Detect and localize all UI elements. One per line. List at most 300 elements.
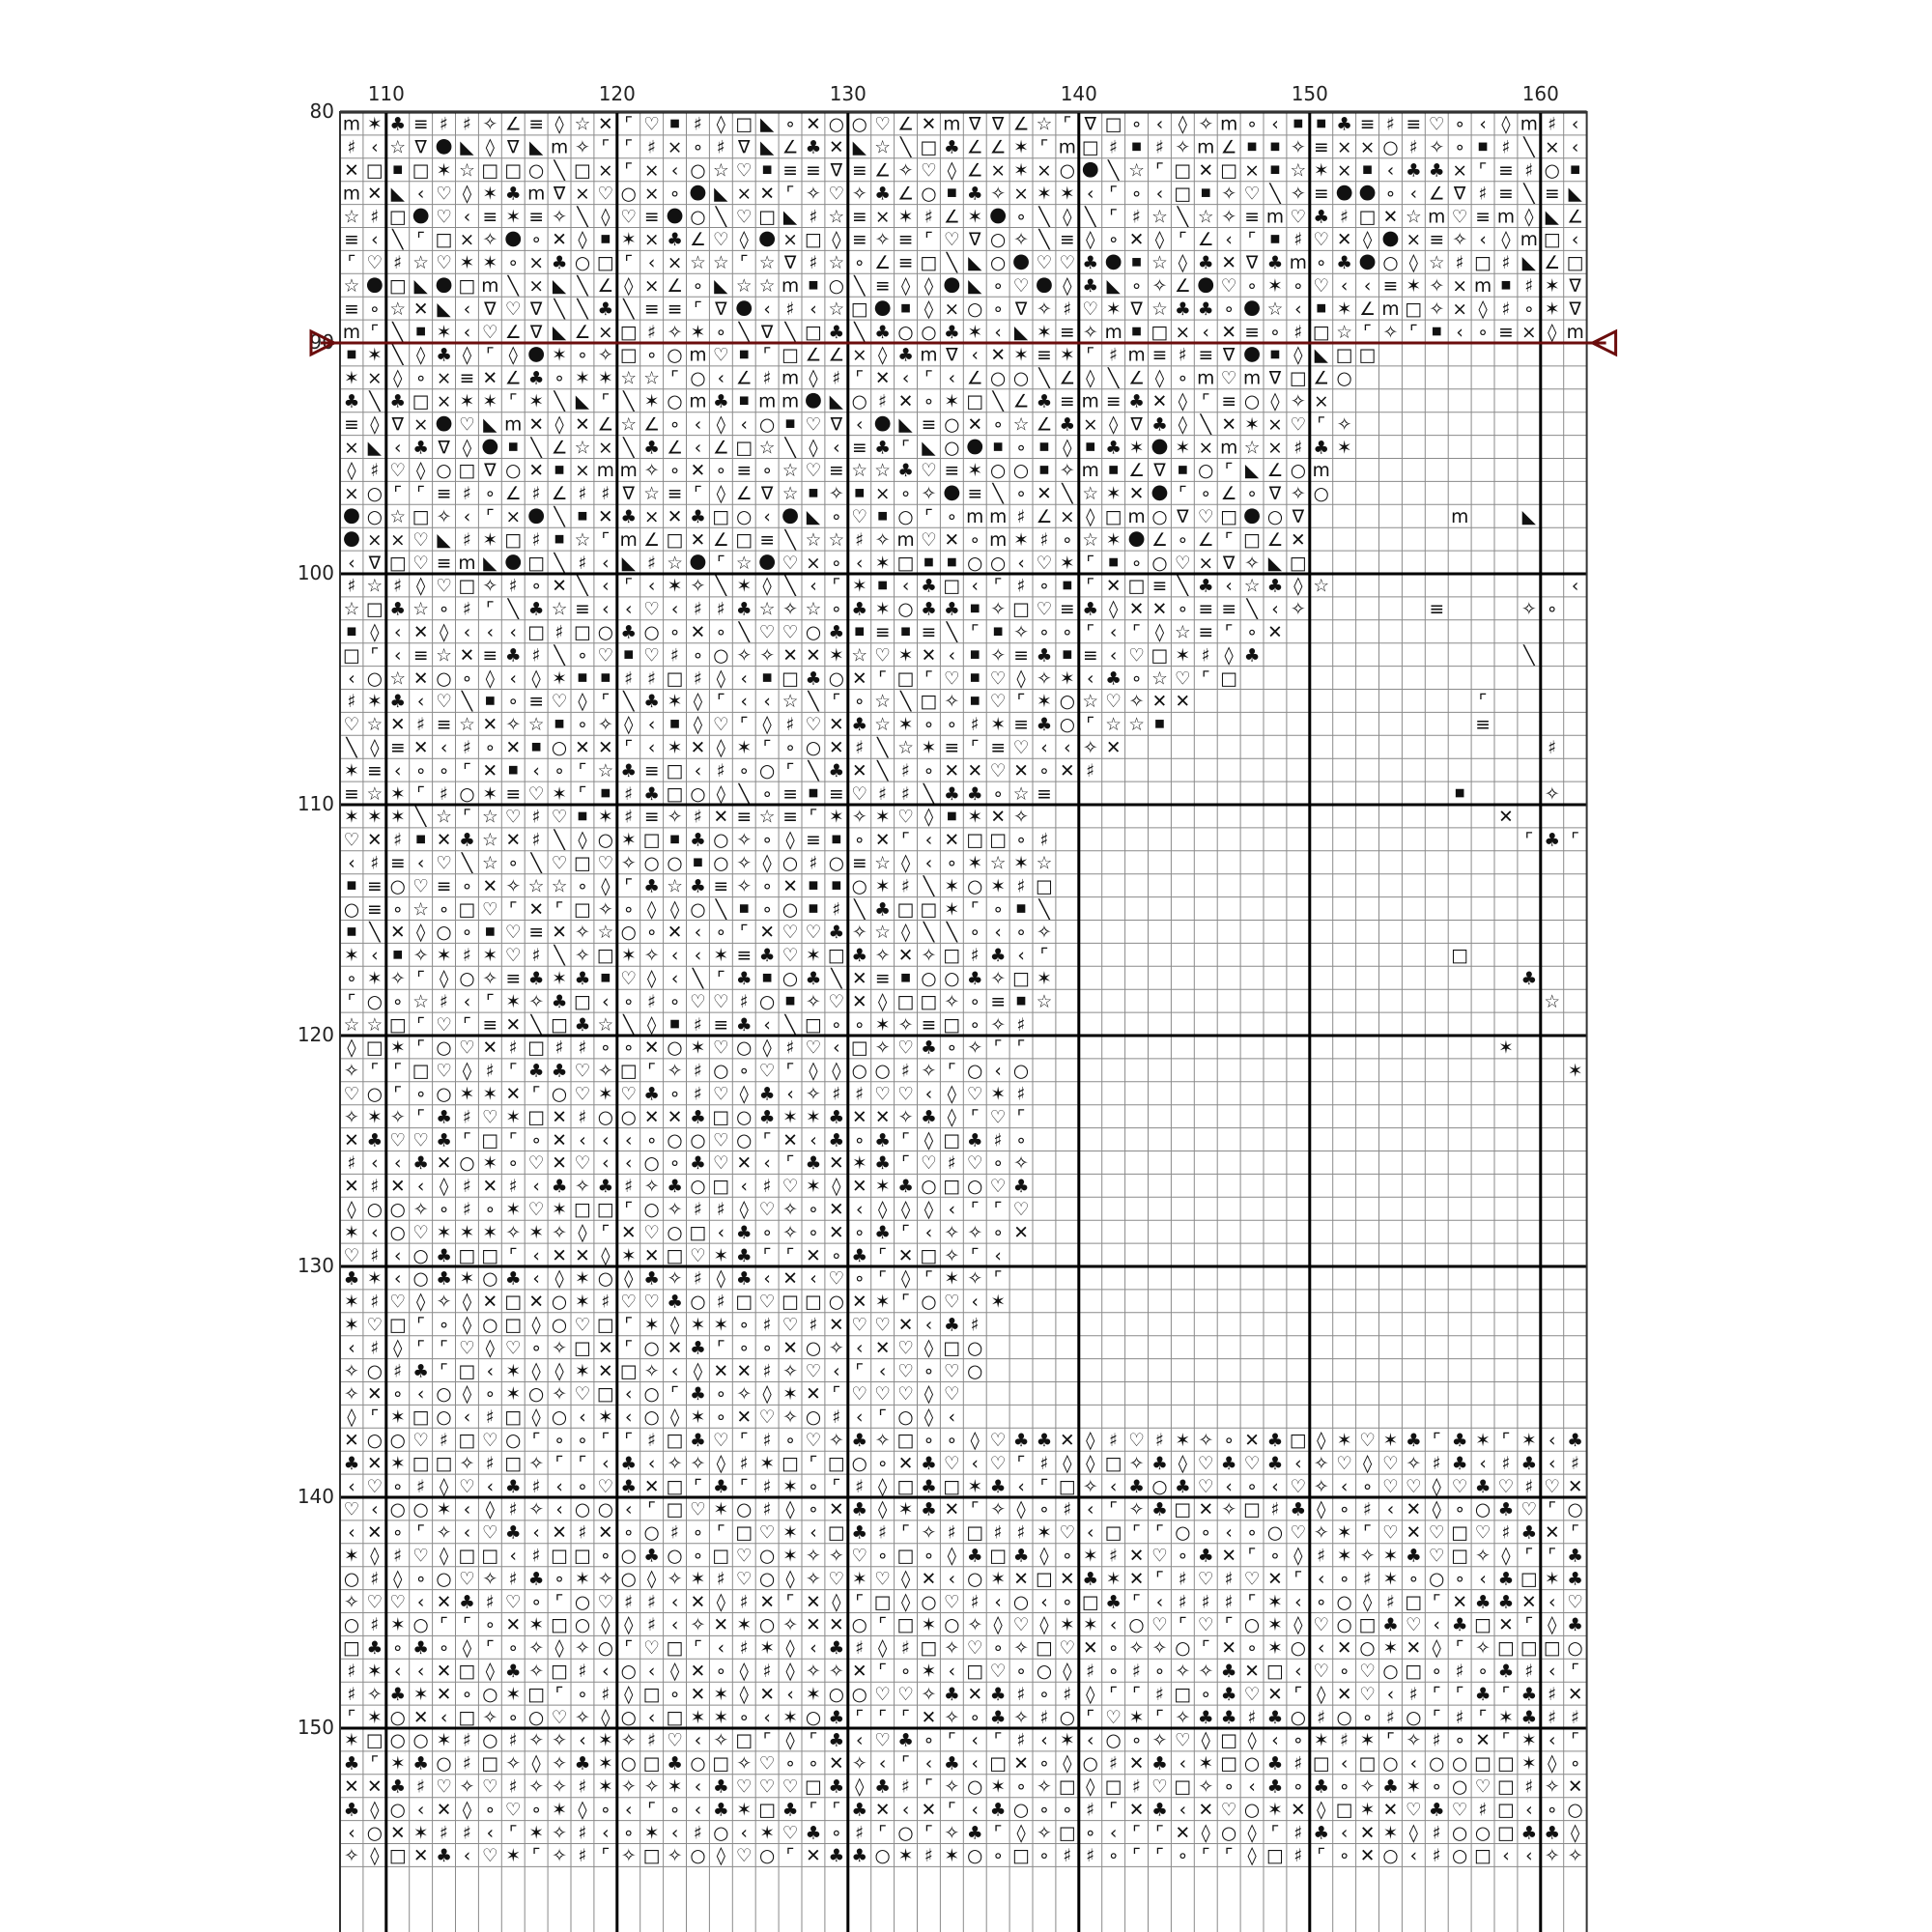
stitch-symbol: ∘ [1015,484,1027,504]
stitch-symbol: ♣ [828,622,844,642]
stitch-symbol: ✕ [644,1477,660,1497]
stitch-symbol: ♯ [1548,1685,1556,1705]
stitch-symbol: ♣ [967,1546,983,1566]
stitch-symbol: ∘ [831,507,842,527]
stitch-symbol [1317,120,1325,128]
stitch-symbol: ✶ [1406,1776,1422,1797]
stitch-symbol: ∇ [830,160,843,181]
stitch-symbol: ♡ [759,1776,776,1797]
stitch-symbol: m [551,138,568,158]
stitch-symbol: ⌜ [1433,1708,1441,1728]
stitch-symbol: ♡ [990,692,1007,712]
stitch-symbol: ○ [990,369,1006,389]
stitch-symbol: ◊ [440,622,449,642]
stitch-symbol: ≡ [367,899,383,920]
stitch-symbol: ♣ [389,692,406,712]
stitch-symbol: ‹ [602,1130,609,1151]
stitch-symbol: □ [1474,253,1492,273]
stitch-symbol: ‹ [856,554,863,574]
stitch-symbol: ✕ [1221,323,1236,343]
stitch-symbol: ⌜ [948,1062,956,1082]
stitch-symbol: □ [921,899,938,920]
stitch-symbol: ⌜ [416,1338,425,1358]
stitch-symbol: ♣ [990,1477,1007,1497]
stitch-symbol: ◊ [740,230,750,250]
stitch-symbol: ∘ [992,899,1004,920]
stitch-symbol: □ [412,1454,430,1474]
stitch-symbol: ♯ [509,1569,518,1589]
stitch-symbol: ♣ [1313,207,1329,227]
stitch-symbol: ♯ [578,1038,586,1059]
stitch-symbol: ♡ [1406,1615,1422,1635]
stitch-symbol: ○ [505,1431,521,1451]
stitch-symbol: ○ [1382,1662,1398,1682]
stitch-symbol: m [1197,369,1214,389]
stitch-symbol: ⌜ [1017,1038,1026,1059]
stitch-symbol [1202,188,1210,197]
stitch-symbol: ✧ [1406,1454,1422,1474]
stitch-symbol: ∘ [1362,1708,1374,1728]
stitch-symbol: ◊ [370,622,380,642]
stitch-symbol: ✶ [344,1546,359,1566]
stitch-symbol: ╲ [553,158,566,181]
stitch-symbol: ♡ [1059,1638,1075,1659]
stitch-symbol: ♯ [1363,1500,1372,1520]
stitch-symbol: □ [1544,1638,1561,1659]
stitch-symbol: ∘ [462,923,473,943]
stitch-symbol: m [1474,276,1492,297]
stitch-symbol: ○ [621,1546,637,1566]
stitch-symbol: ‹ [602,1454,609,1474]
stitch-symbol: ✕ [1083,1638,1098,1659]
stitch-symbol: ∘ [669,992,681,1012]
stitch-symbol: ◊ [578,831,587,851]
stitch-symbol: ♡ [713,346,729,366]
stitch-symbol: ✶ [967,207,982,227]
stitch-symbol [763,165,772,174]
stitch-symbol: ○ [1452,1846,1467,1866]
stitch-symbol: ♯ [924,207,933,227]
stitch-symbol: ♡ [782,554,799,574]
stitch-symbol: ✧ [1198,1776,1213,1797]
stitch-symbol: ♡ [1221,1800,1237,1820]
stitch-symbol: ‹ [464,207,470,227]
stitch-symbol: ○ [1452,1776,1467,1797]
stitch-symbol: ◣ [968,276,982,297]
stitch-symbol: ♡ [1151,1776,1168,1797]
stitch-symbol: ✶ [967,808,982,828]
stitch-symbol: ✧ [483,577,498,597]
stitch-symbol: □ [828,1523,845,1544]
stitch-symbol: ♯ [578,1846,586,1866]
stitch-symbol: ✧ [945,692,960,712]
stitch-symbol [509,766,518,775]
stitch-symbol: ♡ [1221,369,1237,389]
stitch-symbol: ⌜ [832,1800,840,1820]
stitch-symbol: ⌜ [1225,622,1234,642]
stitch-symbol: ✶ [1060,1731,1075,1751]
stitch-symbol: ⌜ [1571,1523,1579,1544]
stitch-symbol: ✕ [1129,230,1145,250]
stitch-symbol: ♣ [1175,1477,1191,1497]
stitch-symbol: ‹ [1179,1754,1186,1775]
stitch-symbol: ♯ [463,484,471,504]
stitch-symbol: ∠ [597,276,613,297]
stitch-symbol: ✕ [552,1153,567,1174]
stitch-symbol: ‹ [464,1500,470,1520]
stitch-symbol [344,531,359,547]
stitch-symbol: ♣ [990,1708,1007,1728]
stitch-symbol: ≡ [437,554,452,574]
stitch-symbol: ♡ [897,808,914,828]
stitch-symbol: ✶ [898,1500,914,1520]
stitch-symbol: ☆ [1037,992,1053,1012]
stitch-symbol: ‹ [371,1500,378,1520]
stitch-symbol: ○ [690,1130,705,1151]
stitch-symbol: ♯ [694,1269,702,1290]
stitch-symbol: ○ [759,1569,775,1589]
stitch-symbol: ╲ [715,205,728,227]
stitch-symbol: ✕ [806,1384,821,1405]
stitch-symbol: ☆ [1013,784,1030,805]
stitch-symbol: ○ [390,1200,406,1220]
stitch-symbol: ⌜ [924,1823,933,1843]
stitch-symbol: ✕ [714,808,729,828]
stitch-symbol: □ [989,1754,1007,1775]
stitch-symbol: ◣ [553,323,567,343]
stitch-symbol: ♡ [736,1546,753,1566]
stitch-symbol [668,209,683,224]
stitch-symbol: ♣ [505,184,522,204]
stitch-symbol: ○ [667,853,682,873]
stitch-symbol: ⌜ [1433,1592,1441,1612]
stitch-symbol: ☆ [436,645,452,666]
stitch-symbol: ∘ [1015,438,1027,458]
stitch-symbol: ◊ [578,1223,587,1243]
stitch-symbol: ∠ [1429,184,1445,204]
stitch-symbol: ✶ [437,323,452,343]
stitch-symbol: ‹ [1064,738,1070,758]
stitch-symbol: m [1266,207,1284,227]
stitch-symbol: ∇ [783,253,797,273]
stitch-symbol: □ [1151,323,1169,343]
stitch-symbol: ⌜ [624,160,633,181]
stitch-symbol: ♣ [736,1223,753,1243]
stitch-symbol: ✧ [782,1200,798,1220]
stitch-symbol: ♯ [855,1084,864,1104]
stitch-symbol: ○ [552,1084,567,1104]
stitch-symbol: ⌜ [624,738,633,758]
stitch-symbol: ✶ [1083,1546,1098,1566]
stitch-symbol: ○ [436,461,451,481]
stitch-symbol: ○ [990,253,1006,273]
stitch-symbol: ♯ [370,207,379,227]
stitch-symbol: ♡ [990,1431,1007,1451]
stitch-symbol: ⌜ [1271,1823,1280,1843]
stitch-symbol: ✶ [1521,1754,1537,1775]
stitch-symbol: ♡ [389,1130,406,1151]
stitch-symbol: ♣ [1082,276,1098,297]
stitch-symbol: □ [597,1200,614,1220]
stitch-symbol: ╲ [876,759,890,781]
stitch-symbol: m [781,276,799,297]
stitch-symbol: ♣ [1520,969,1537,989]
stitch-symbol: ♣ [713,1477,729,1497]
stitch-symbol: ‹ [464,1407,470,1428]
stitch-symbol: ✕ [1106,577,1122,597]
stitch-symbol: ♡ [620,207,637,227]
stitch-symbol: ☆ [828,530,844,551]
stitch-symbol: ✧ [460,1776,475,1797]
stitch-symbol: ✕ [460,645,475,666]
stitch-symbol: ⨯ [344,438,359,458]
stitch-symbol: ◊ [624,1615,634,1635]
stitch-symbol: ♯ [647,138,656,158]
stitch-symbol: ⌜ [601,138,610,158]
stitch-symbol: ◊ [509,346,519,366]
stitch-symbol: ✶ [945,1846,960,1866]
stitch-symbol: ◊ [1270,391,1280,412]
stitch-symbol: ♯ [370,1177,379,1197]
stitch-symbol: ○ [1337,1592,1352,1612]
stitch-symbol: ♣ [690,876,706,896]
stitch-symbol: ⌜ [624,577,633,597]
stitch-symbol: ✧ [575,923,590,943]
stitch-symbol: ♣ [1267,1708,1284,1728]
stitch-symbol: ✧ [1037,1776,1052,1797]
stitch-symbol: ✶ [1337,299,1352,320]
stitch-symbol: ✧ [483,1569,498,1589]
stitch-symbol: ✕ [344,1776,359,1797]
stitch-symbol: ∘ [693,645,704,666]
stitch-symbol: ◊ [717,484,726,504]
stitch-symbol: ♯ [1433,1454,1441,1474]
stitch-symbol [759,232,775,247]
stitch-symbol: □ [921,1246,938,1266]
stitch-symbol: ≡ [875,622,891,642]
stitch-symbol: ✧ [367,1685,383,1705]
stitch-symbol: ○ [852,1685,867,1705]
stitch-symbol: ⌜ [901,1708,910,1728]
stitch-symbol: ♣ [1082,253,1098,273]
stitch-symbol: ☆ [828,253,844,273]
stitch-symbol: ♡ [482,1846,498,1866]
stitch-symbol: ‹ [1225,230,1232,250]
stitch-symbol: ✕ [483,1038,498,1059]
stitch-symbol: ✶ [1383,1431,1399,1451]
stitch-symbol: ○ [598,1269,613,1290]
stitch-symbol: ♯ [694,1823,702,1843]
stitch-symbol: ∘ [1431,1662,1442,1682]
stitch-symbol: ♯ [463,530,471,551]
stitch-symbol: ♯ [1063,1500,1071,1520]
stitch-symbol: ◊ [785,831,795,851]
stitch-symbol: ╲ [1522,136,1536,158]
stitch-symbol: ‹ [1110,645,1117,666]
stitch-symbol: ♡ [643,115,660,135]
stitch-symbol: ✶ [483,530,498,551]
stitch-symbol: ‹ [1040,1731,1047,1751]
stitch-symbol: ✧ [945,1246,960,1266]
stitch-symbol: ♯ [370,1246,379,1266]
stitch-symbol: ✧ [644,946,660,966]
stitch-symbol: ∘ [947,1038,958,1059]
stitch-symbol: ✶ [736,577,752,597]
stitch-symbol: ∘ [738,1062,750,1082]
stitch-symbol: ☆ [1244,438,1261,458]
stitch-symbol: ‹ [949,369,955,389]
stitch-symbol: ♡ [759,1523,776,1544]
stitch-symbol: ✧ [852,1754,867,1775]
stitch-symbol: □ [1012,600,1030,620]
stitch-symbol: ☆ [366,1015,383,1036]
stitch-symbol: ✶ [437,1223,452,1243]
stitch-symbol: ⌜ [1155,1569,1164,1589]
stitch-symbol: ◊ [1039,1546,1049,1566]
stitch-symbol: ♯ [786,299,795,320]
stitch-symbol: ♣ [874,899,891,920]
stitch-symbol: ♯ [440,992,448,1012]
stitch-symbol [1152,485,1168,500]
stitch-symbol: ∘ [808,1200,819,1220]
stitch-symbol: ♯ [901,784,910,805]
stitch-symbol: ∘ [1108,1662,1120,1682]
stitch-symbol: ∘ [761,899,773,920]
stitch-symbol: ✧ [528,1776,544,1797]
stitch-symbol: ♣ [1267,1754,1284,1775]
stitch-symbol: ○ [736,1038,752,1059]
stitch-symbol: □ [459,1662,476,1682]
stitch-symbol: ‹ [1572,577,1578,597]
stitch-symbol: ∘ [1431,1776,1442,1797]
stitch-symbol: ☆ [782,484,799,504]
stitch-symbol: □ [1243,1500,1261,1520]
stitch-symbol: m [1197,138,1214,158]
stitch-symbol: ✶ [990,715,1006,735]
stitch-symbol: ∘ [1108,230,1120,250]
stitch-symbol: ✧ [1383,323,1399,343]
stitch-symbol: ♯ [1017,1523,1026,1544]
stitch-symbol: ○ [413,1731,429,1751]
stitch-symbol: □ [897,899,915,920]
stitch-symbol: ☆ [436,808,452,828]
stitch-symbol: ◊ [1293,346,1303,366]
stitch-symbol: ∘ [1454,1500,1465,1520]
stitch-symbol: ⌜ [348,992,356,1012]
stitch-symbol: ≡ [1475,207,1491,227]
stitch-symbol: ✶ [528,391,544,412]
stitch-symbol: ⌜ [416,484,425,504]
stitch-symbol: ✕ [483,876,498,896]
stitch-symbol: ◊ [463,1062,472,1082]
stitch-symbol: ☆ [1037,115,1053,135]
stitch-symbol: m [1220,438,1237,458]
stitch-symbol: □ [805,230,822,250]
stitch-symbol [555,720,564,728]
stitch-symbol: ╲ [576,298,589,320]
stitch-symbol: ☆ [366,784,383,805]
stitch-symbol: ✕ [598,1523,613,1544]
stitch-symbol: ♯ [578,554,586,574]
stitch-symbol: ○ [1244,1615,1260,1635]
stitch-symbol: ✕ [1291,530,1306,551]
stitch-symbol: ≡ [1106,391,1122,412]
stitch-symbol: ⌜ [924,1776,933,1797]
stitch-symbol: ⌜ [440,1361,448,1381]
stitch-symbol: ♡ [1175,1731,1191,1751]
stitch-symbol: ⌜ [1017,1107,1026,1127]
stitch-symbol: □ [527,1038,545,1059]
stitch-symbol: ⌜ [786,1592,795,1612]
stitch-symbol: ⌜ [486,1638,495,1659]
stitch-symbol: ‹ [510,1546,517,1566]
stitch-symbol: ○ [713,1823,728,1843]
stitch-symbol: ∠ [1544,253,1560,273]
stitch-symbol: ‹ [1294,1662,1301,1682]
stitch-symbol: ♡ [1244,1569,1261,1589]
stitch-symbol: ╲ [853,274,867,297]
stitch-symbol: □ [574,622,591,642]
stitch-symbol: ♡ [412,876,429,896]
stitch-symbol: ☆ [389,299,406,320]
stitch-symbol: ╲ [391,321,405,343]
stitch-symbol: ∘ [346,969,357,989]
stitch-symbol: ∘ [947,1431,958,1451]
stitch-symbol: ‹ [810,1638,816,1659]
stitch-symbol: ○ [690,1177,705,1197]
stitch-symbol: ♯ [1501,1454,1510,1474]
stitch-symbol: ∘ [1038,1846,1050,1866]
stitch-symbol: ◊ [440,1546,449,1566]
stitch-symbol [855,489,864,497]
stitch-symbol: ♣ [990,1685,1007,1705]
stitch-symbol: ‹ [579,1407,585,1428]
stitch-symbol: ‹ [1364,276,1371,297]
stitch-symbol: ╲ [992,482,1006,504]
stitch-symbol: ✶ [505,992,521,1012]
stitch-symbol: ○ [1151,1477,1167,1497]
stitch-symbol: ✧ [1013,1153,1029,1174]
stitch-symbol: ‹ [1434,1615,1440,1635]
stitch-symbol: ⌜ [1179,230,1187,250]
stitch-symbol: ○ [1175,1523,1190,1544]
stitch-symbol: ∘ [623,899,635,920]
stitch-symbol: ✧ [1083,323,1098,343]
stitch-symbol: ‹ [371,230,378,250]
stitch-symbol: ○ [967,1062,982,1082]
stitch-symbol: ✕ [945,1500,960,1520]
stitch-symbol: ♣ [690,1338,706,1358]
stitch-symbol: ⨯ [528,276,544,297]
stitch-symbol: ♣ [1429,1800,1445,1820]
stitch-symbol: ∘ [669,461,681,481]
stitch-symbol: ✕ [668,923,683,943]
stitch-symbol: ♯ [1386,1592,1395,1612]
stitch-symbol: ╲ [807,759,820,781]
stitch-symbol: ♣ [436,1130,452,1151]
stitch-symbol: ∘ [392,1523,404,1544]
stitch-symbol: ○ [1382,1754,1398,1775]
stitch-symbol: ‹ [1410,184,1417,204]
stitch-symbol: ✶ [1406,276,1422,297]
stitch-symbol: ♡ [575,1084,591,1104]
stitch-symbol: ∘ [716,622,727,642]
stitch-symbol: ○ [690,1293,705,1313]
stitch-symbol: ✶ [1383,1638,1399,1659]
stitch-symbol: ♣ [1175,299,1191,320]
stitch-symbol: ✕ [552,1107,567,1127]
stitch-symbol: ♣ [921,1454,937,1474]
